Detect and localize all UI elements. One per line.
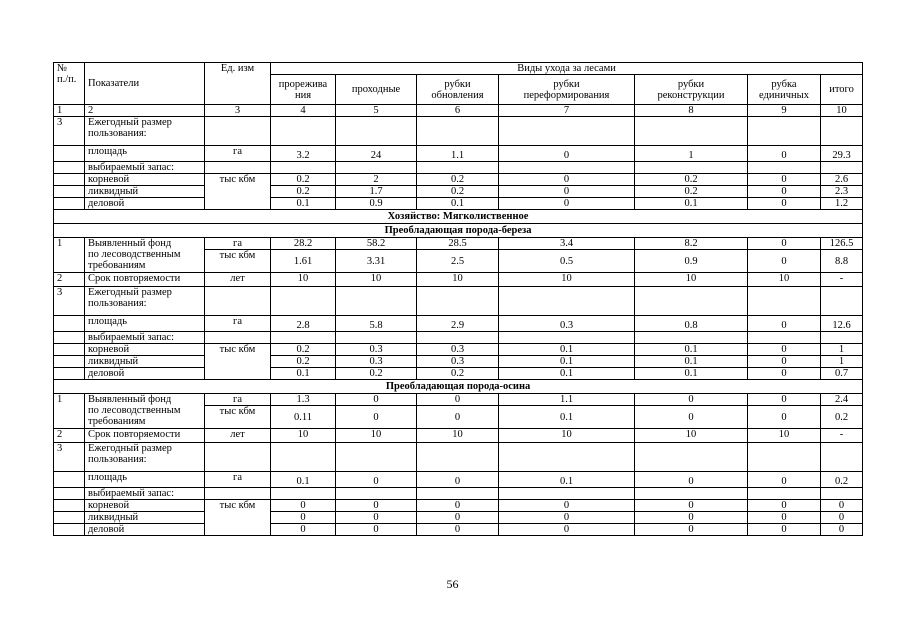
header-row-1 (54, 63, 863, 75)
value-cell: 0 (336, 512, 417, 524)
value-cell: 1.1 (417, 146, 499, 162)
value-cell: 1 (635, 146, 748, 162)
value-cell: 0.2 (821, 472, 863, 488)
empty-cell (54, 146, 85, 162)
empty-cell (748, 488, 821, 500)
empty-cell (417, 117, 499, 146)
empty-cell (54, 316, 85, 332)
value-cell: 0.2 (417, 174, 499, 186)
header-col: рубка единичных (748, 75, 821, 105)
col-number: 5 (336, 105, 417, 117)
value-cell: 0 (748, 238, 821, 250)
value-cell: 0.1 (499, 344, 635, 356)
value-cell: 10 (499, 429, 635, 443)
empty-cell (417, 162, 499, 174)
stock-row (54, 162, 863, 174)
area-row (54, 472, 863, 488)
annual-label: Ежегодный размер пользования: (85, 117, 205, 146)
empty-cell (499, 162, 635, 174)
value-cell: 29.3 (821, 146, 863, 162)
empty-cell (54, 344, 85, 356)
value-cell: 0.1 (499, 368, 635, 380)
value-cell: 1.1 (499, 394, 635, 406)
species-title: Преобладающая порода-береза (54, 224, 863, 238)
forest-care-table (53, 62, 863, 536)
empty-cell (271, 332, 336, 344)
empty-cell (635, 488, 748, 500)
value-cell: 0.3 (417, 344, 499, 356)
fund-row-ha (54, 394, 863, 406)
unit-cell: лет (205, 273, 271, 287)
value-cell: 0.1 (271, 472, 336, 488)
value-cell: 0 (499, 500, 635, 512)
area-label: площадь (85, 472, 205, 488)
row-number: 3 (54, 117, 85, 146)
value-cell: 0.11 (271, 406, 336, 429)
value-cell: 0 (821, 500, 863, 512)
period-label: Срок повторяемости (85, 429, 205, 443)
value-cell: 10 (417, 429, 499, 443)
empty-cell (417, 443, 499, 472)
period-label: Срок повторяемости (85, 273, 205, 287)
fund-label: Выявленный фонд по лесоводственным требованиям (85, 394, 205, 429)
col-number: 2 (85, 105, 205, 117)
root-row (54, 500, 863, 512)
value-cell: 0.2 (417, 368, 499, 380)
root-label: корневой (85, 174, 205, 186)
value-cell: 0 (748, 146, 821, 162)
empty-cell (54, 198, 85, 210)
value-cell: 0 (748, 406, 821, 429)
empty-cell (271, 287, 336, 316)
header-types-title: Виды ухода за лесами (271, 63, 863, 75)
value-cell: 0 (417, 500, 499, 512)
value-cell: 0 (635, 500, 748, 512)
col-number: 9 (748, 105, 821, 117)
empty-cell (54, 472, 85, 488)
value-cell: 0.2 (271, 356, 336, 368)
header-col: рубки обновления (417, 75, 499, 105)
header-num: № п./п. (54, 63, 85, 105)
annual-label: Ежегодный размер пользования: (85, 443, 205, 472)
value-cell: 2 (336, 174, 417, 186)
col-number: 7 (499, 105, 635, 117)
value-cell: 28.2 (271, 238, 336, 250)
empty-cell (205, 162, 271, 174)
value-cell: 1.2 (821, 198, 863, 210)
root-label: корневой (85, 344, 205, 356)
business-label: деловой (85, 524, 205, 536)
stock-label: выбираемый запас: (85, 488, 205, 500)
column-number-row (54, 105, 863, 117)
value-cell: - (821, 273, 863, 287)
value-cell: 1.61 (271, 250, 336, 273)
value-cell: 5.8 (336, 316, 417, 332)
value-cell: - (821, 429, 863, 443)
empty-cell (336, 162, 417, 174)
empty-cell (748, 162, 821, 174)
value-cell: 0 (821, 524, 863, 536)
value-cell: 0.1 (417, 198, 499, 210)
empty-cell (271, 117, 336, 146)
empty-cell (336, 287, 417, 316)
value-cell: 0.2 (635, 174, 748, 186)
value-cell: 2.3 (821, 186, 863, 198)
farm-title: Хозяйство: Мягколиственное (54, 210, 863, 224)
value-cell: 3.31 (336, 250, 417, 273)
value-cell: 0.5 (499, 250, 635, 273)
value-cell: 0 (748, 174, 821, 186)
value-cell: 10 (748, 273, 821, 287)
empty-cell (821, 162, 863, 174)
business-row (54, 524, 863, 536)
value-cell: 0 (336, 524, 417, 536)
value-cell: 0.1 (635, 368, 748, 380)
area-row (54, 316, 863, 332)
business-row (54, 198, 863, 210)
value-cell: 0 (417, 394, 499, 406)
liquid-label: ликвидный (85, 356, 205, 368)
species-title-row (54, 224, 863, 238)
unit-cell: тыс кбм (205, 406, 271, 429)
value-cell: 0.1 (499, 472, 635, 488)
value-cell: 2.8 (271, 316, 336, 332)
value-cell: 0 (635, 406, 748, 429)
value-cell: 10 (271, 429, 336, 443)
value-cell: 8.8 (821, 250, 863, 273)
value-cell: 10 (748, 429, 821, 443)
empty-cell (54, 186, 85, 198)
value-cell: 0.2 (417, 186, 499, 198)
empty-cell (271, 488, 336, 500)
value-cell: 0 (748, 368, 821, 380)
table-body (54, 63, 863, 536)
empty-cell (748, 287, 821, 316)
annual-label: Ежегодный размер пользования: (85, 287, 205, 316)
value-cell: 3.4 (499, 238, 635, 250)
value-cell: 0 (417, 524, 499, 536)
liquid-row (54, 512, 863, 524)
annual-header-row (54, 287, 863, 316)
value-cell: 1 (821, 356, 863, 368)
root-row (54, 174, 863, 186)
empty-cell (205, 488, 271, 500)
empty-cell (336, 332, 417, 344)
empty-cell (54, 174, 85, 186)
value-cell: 10 (417, 273, 499, 287)
value-cell: 126.5 (821, 238, 863, 250)
unit-cell: га (205, 394, 271, 406)
value-cell: 12.6 (821, 316, 863, 332)
business-label: деловой (85, 198, 205, 210)
unit-cell: га (205, 472, 271, 488)
empty-cell (499, 443, 635, 472)
col-number: 4 (271, 105, 336, 117)
value-cell: 0 (417, 512, 499, 524)
value-cell: 0 (499, 198, 635, 210)
empty-cell (54, 356, 85, 368)
row-number: 1 (54, 238, 85, 273)
value-cell: 0.3 (499, 316, 635, 332)
row-number: 3 (54, 443, 85, 472)
header-indicator: Показатели (85, 63, 205, 105)
value-cell: 0 (748, 472, 821, 488)
page-number: 56 (446, 577, 459, 591)
empty-cell (417, 332, 499, 344)
value-cell: 10 (271, 273, 336, 287)
value-cell: 0.1 (271, 368, 336, 380)
value-cell: 0.1 (635, 198, 748, 210)
header-col: проходные (336, 75, 417, 105)
value-cell: 0 (336, 394, 417, 406)
species-title: Преобладающая порода-осина (54, 380, 863, 394)
value-cell: 0 (748, 316, 821, 332)
value-cell: 0.1 (499, 356, 635, 368)
value-cell: 0 (748, 250, 821, 273)
empty-cell (336, 488, 417, 500)
value-cell: 0 (271, 500, 336, 512)
col-number: 1 (54, 105, 85, 117)
col-number: 6 (417, 105, 499, 117)
empty-cell (821, 332, 863, 344)
value-cell: 0.3 (336, 344, 417, 356)
value-cell: 0 (748, 394, 821, 406)
value-cell: 0 (748, 524, 821, 536)
value-cell: 2.6 (821, 174, 863, 186)
fund-row-ha (54, 238, 863, 250)
value-cell: 0 (336, 500, 417, 512)
unit-cell: тыс кбм (205, 344, 271, 380)
empty-cell (54, 332, 85, 344)
value-cell: 0 (499, 512, 635, 524)
value-cell: 0.2 (271, 186, 336, 198)
empty-cell (499, 287, 635, 316)
stock-label: выбираемый запас: (85, 332, 205, 344)
liquid-label: ликвидный (85, 186, 205, 198)
row-number: 2 (54, 273, 85, 287)
empty-cell (635, 162, 748, 174)
value-cell: 0.2 (821, 406, 863, 429)
root-row (54, 344, 863, 356)
row-number: 2 (54, 429, 85, 443)
value-cell: 0.2 (271, 344, 336, 356)
area-label: площадь (85, 316, 205, 332)
empty-cell (635, 332, 748, 344)
value-cell: 2.4 (821, 394, 863, 406)
value-cell: 0.3 (336, 356, 417, 368)
empty-cell (54, 488, 85, 500)
value-cell: 0 (499, 524, 635, 536)
col-number: 8 (635, 105, 748, 117)
value-cell: 10 (336, 273, 417, 287)
liquid-label: ликвидный (85, 512, 205, 524)
value-cell: 0 (635, 472, 748, 488)
value-cell: 1.7 (336, 186, 417, 198)
value-cell: 0.1 (499, 406, 635, 429)
liquid-row (54, 356, 863, 368)
empty-cell (54, 500, 85, 512)
value-cell: 10 (635, 429, 748, 443)
period-row (54, 429, 863, 443)
empty-cell (417, 287, 499, 316)
value-cell: 0.1 (635, 344, 748, 356)
value-cell: 28.5 (417, 238, 499, 250)
business-label: деловой (85, 368, 205, 380)
empty-cell (271, 162, 336, 174)
empty-cell (821, 443, 863, 472)
stock-row (54, 488, 863, 500)
empty-cell (635, 287, 748, 316)
annual-header-row (54, 117, 863, 146)
value-cell: 0 (748, 186, 821, 198)
value-cell: 10 (336, 429, 417, 443)
value-cell: 1 (821, 344, 863, 356)
value-cell: 0 (748, 512, 821, 524)
value-cell: 0.3 (417, 356, 499, 368)
value-cell: 0 (748, 198, 821, 210)
header-col: рубки реконструкции (635, 75, 748, 105)
header-col: рубки переформирования (499, 75, 635, 105)
empty-cell (499, 488, 635, 500)
value-cell: 0 (748, 344, 821, 356)
empty-cell (54, 368, 85, 380)
value-cell: 0.2 (635, 186, 748, 198)
value-cell: 0 (417, 472, 499, 488)
empty-cell (54, 512, 85, 524)
header-col: итого (821, 75, 863, 105)
value-cell: 0 (499, 186, 635, 198)
value-cell: 0.1 (635, 356, 748, 368)
value-cell: 0.8 (635, 316, 748, 332)
empty-cell (205, 117, 271, 146)
value-cell: 0.9 (336, 198, 417, 210)
unit-cell: га (205, 146, 271, 162)
unit-cell: га (205, 316, 271, 332)
empty-cell (54, 162, 85, 174)
empty-cell (205, 443, 271, 472)
value-cell: 2.9 (417, 316, 499, 332)
value-cell: 0 (336, 406, 417, 429)
value-cell: 24 (336, 146, 417, 162)
value-cell: 0 (748, 356, 821, 368)
value-cell: 10 (499, 273, 635, 287)
empty-cell (271, 443, 336, 472)
root-label: корневой (85, 500, 205, 512)
col-number: 10 (821, 105, 863, 117)
empty-cell (336, 117, 417, 146)
value-cell: 0 (499, 174, 635, 186)
value-cell: 0 (271, 512, 336, 524)
empty-cell (821, 287, 863, 316)
annual-header-row (54, 443, 863, 472)
empty-cell (499, 117, 635, 146)
business-row (54, 368, 863, 380)
value-cell: 1.3 (271, 394, 336, 406)
unit-cell: тыс кбм (205, 174, 271, 210)
value-cell: 0.9 (635, 250, 748, 273)
header-unit: Ед. изм (205, 63, 271, 105)
empty-cell (748, 443, 821, 472)
farm-title-row (54, 210, 863, 224)
value-cell: 0 (635, 512, 748, 524)
value-cell: 0.1 (271, 198, 336, 210)
value-cell: 0.7 (821, 368, 863, 380)
col-number: 3 (205, 105, 271, 117)
row-number: 3 (54, 287, 85, 316)
empty-cell (748, 332, 821, 344)
value-cell: 58.2 (336, 238, 417, 250)
empty-cell (54, 524, 85, 536)
empty-cell (821, 488, 863, 500)
value-cell: 0 (271, 524, 336, 536)
unit-cell: тыс кбм (205, 500, 271, 536)
empty-cell (205, 287, 271, 316)
value-cell: 10 (635, 273, 748, 287)
area-label: площадь (85, 146, 205, 162)
fund-label: Выявленный фонд по лесоводственным требованиям (85, 238, 205, 273)
period-row (54, 273, 863, 287)
value-cell: 0 (336, 472, 417, 488)
header-col: прорежива ния (271, 75, 336, 105)
row-number: 1 (54, 394, 85, 429)
value-cell: 0 (635, 524, 748, 536)
value-cell: 0.2 (271, 174, 336, 186)
value-cell: 3.2 (271, 146, 336, 162)
liquid-row (54, 186, 863, 198)
empty-cell (499, 332, 635, 344)
value-cell: 0 (417, 406, 499, 429)
value-cell: 0 (748, 500, 821, 512)
empty-cell (417, 488, 499, 500)
value-cell: 0.2 (336, 368, 417, 380)
empty-cell (635, 117, 748, 146)
value-cell: 0 (821, 512, 863, 524)
stock-label: выбираемый запас: (85, 162, 205, 174)
empty-cell (821, 117, 863, 146)
empty-cell (336, 443, 417, 472)
value-cell: 0 (499, 146, 635, 162)
value-cell: 2.5 (417, 250, 499, 273)
unit-cell: га (205, 238, 271, 250)
empty-cell (635, 443, 748, 472)
species-title-row (54, 380, 863, 394)
empty-cell (748, 117, 821, 146)
unit-cell: лет (205, 429, 271, 443)
stock-row (54, 332, 863, 344)
unit-cell: тыс кбм (205, 250, 271, 273)
area-row (54, 146, 863, 162)
value-cell: 0 (635, 394, 748, 406)
value-cell: 8.2 (635, 238, 748, 250)
empty-cell (205, 332, 271, 344)
